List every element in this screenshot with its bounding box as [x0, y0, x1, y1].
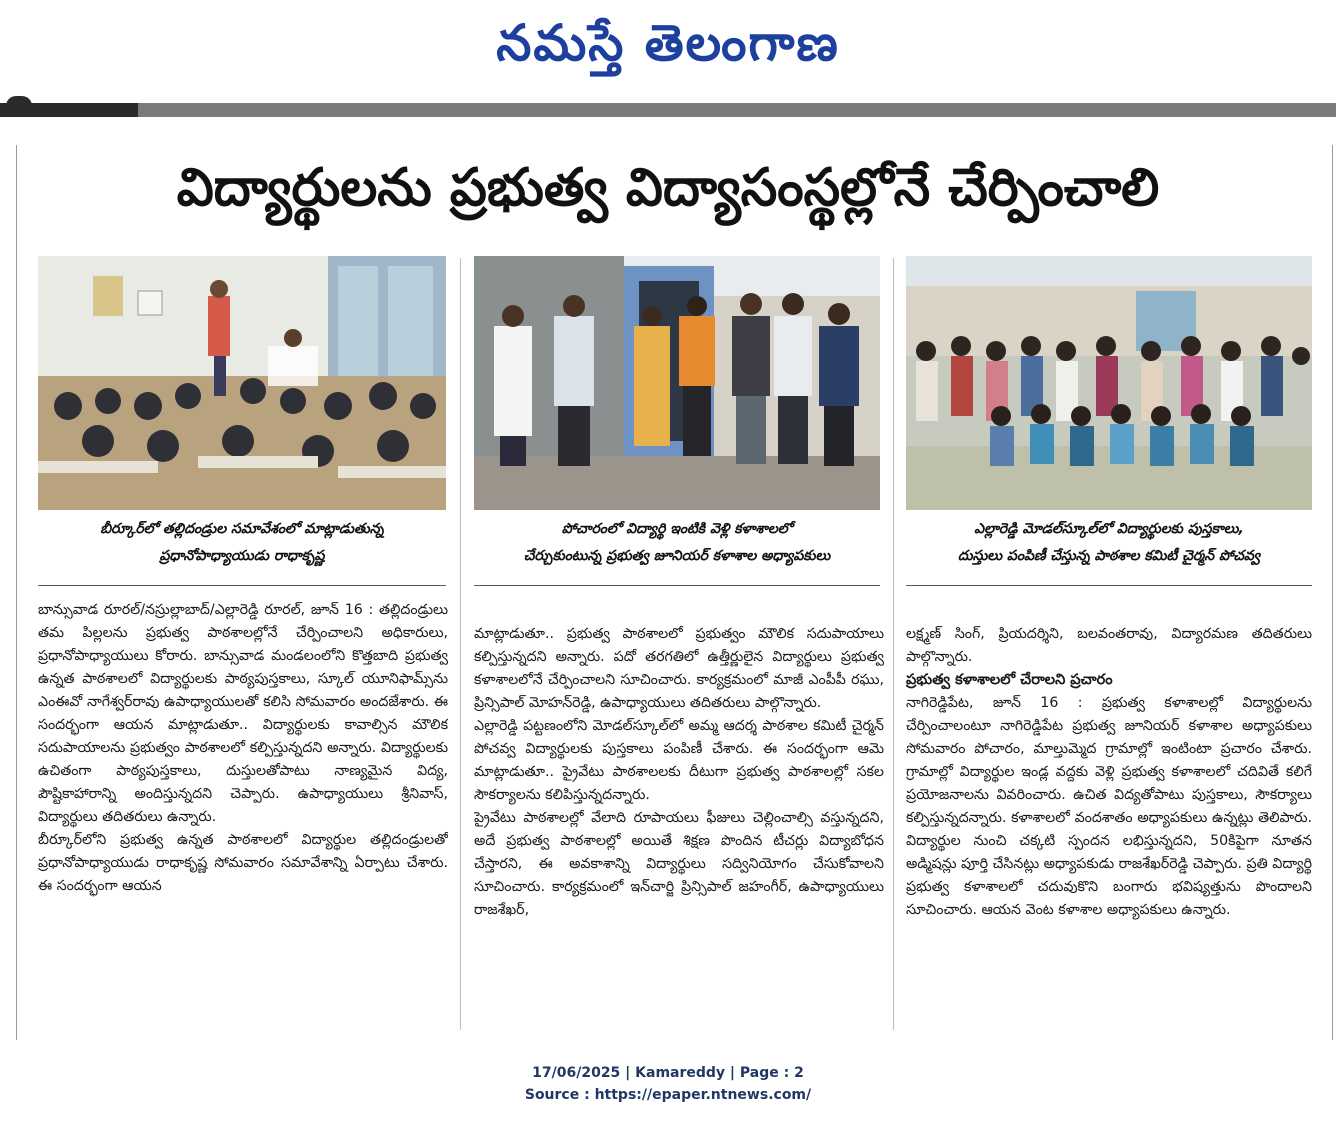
article-paragraph: లక్ష్మణ్ సింగ్, ప్రియదర్శిని, బలవంతరావు, విద్యారమణ తదితరులు పాల్గొన్నారు. — [906, 626, 1312, 665]
article-column-1 — [38, 599, 448, 1024]
article-headline: విద్యార్థులను ప్రభుత్వ విద్యాసంస్థల్లోనే చేర్పించాలి — [176, 158, 1160, 218]
photo-book-distribution — [906, 256, 1312, 510]
article-paragraph: మాట్లాడుతూ.. ప్రభుత్వ పాఠశాలలో ప్రభుత్వం మౌలిక సదుపాయాలు కల్పిస్తున్నదని అన్నారు. పదో తరగతిలో ఉత్తీర్ణులైన విద్యార్థులు ప్రభుత్వ కళాశాలలోనే చేర్పించాలని సూచించారు. కార్యక్రమంలో మాజీ ఎంపీపీ రఘు, ప్రిన్సిపాల్ మోహన్‌రెడ్డి, ఉపాధ్యాయులు తదితరులు పాల్గొన్నారు. — [474, 626, 884, 711]
masthead-rule-gray — [138, 103, 1336, 117]
masthead-rule-dark — [0, 103, 138, 117]
newspaper-masthead: నమస్తే తెలంగాణ — [496, 14, 840, 72]
article-paragraph: బీర్కూర్‌లోని ప్రభుత్వ ఉన్నత పాఠశాలలో విద్యార్థుల తల్లిదండ్రులతో ప్రధానోపాధ్యాయుడు రాధాకృష్ణ సోమవారం సమావేశాన్ని ఏర్పాటు చేశారు. ఈ సందర్భంగా ఆయన — [38, 832, 448, 894]
page-footer — [0, 1062, 1336, 1106]
caption-rule — [474, 585, 880, 586]
footer-source: Source : https://epaper.ntnews.com/ — [524, 1087, 812, 1103]
photo-caption-3 — [906, 516, 1312, 578]
caption-rule — [906, 585, 1312, 586]
caption-1-line-2: ప్రధానోపాధ్యాయుడు రాధాకృష్ణ — [159, 548, 325, 564]
article-paragraph: నాగిరెడ్డిపేట, జూన్ 16 : ప్రభుత్వ కళాశాలల్లో విద్యార్థులను చేర్పించాలంటూ నాగిరెడ్డిపేట ప్రభుత్వ జూనియర్ కళాశాల అధ్యాపకులు సోమవారం పోచారం, మాల్తుమ్మెద గ్రామాల్లో ఇంటింటా ప్రచారం చేశారు. గ్రామాల్లో విద్యార్థుల ఇండ్ల వద్దకు వెళ్లి ప్రభుత్వ కళాశాలలో చదివితే కలిగే ప్రయోజనాలను వివరించారు. ఉచిత విద్యతోపాటు పుస్తకాలు, సౌకర్యాలు కల్పిస్తున్నదన్నారు. కళాశాలలో వందశాతం అధ్యాపకులు ఉన్నట్లు తెలిపారు. విద్యార్థుల నుంచి చక్కటి స్పందన లభిస్తున్నదని, 50కిపైగా నూతన అడ్మిషన్లు పూర్తి చేసినట్లు అధ్యాపకుడు రాజశేఖర్‌రెడ్డి చెప్పారు. ప్రతి విద్యార్థి ప్రభుత్వ కళాశాలలో చదువుకొని బంగారు భవిష్యత్తును పొందాలని సూచించారు. ఆయన వెంట కళాశాల అధ్యాపకులు ఉన్నారు. — [906, 695, 1312, 918]
article-paragraph: బాన్సువాడ రూరల్/నస్రుల్లాబాద్/ఎల్లారెడ్డి రూరల్, జూన్ 16 : తల్లిదండ్రులు తమ పిల్లలను ప్రభుత్వ పాఠశాలల్లోనే చేర్పించాలని అధికారులు, ప్రధానోపాధ్యాయులు కోరారు. బాన్సువాడ మండలంలోని కొత్తబాది ప్రభుత్వ ఉన్నత పాఠశాలలో విద్యార్థులకు పాఠ్యపుస్తకాలు, స్కూల్ యూనిఫామ్స్‌ను ఎంఈవో నాగేశ్వర్‌రావు ఉపాధ్యాయులతో కలిసి సోమవారం అందజేశారు. ఈ సందర్భంగా ఆయన మాట్లాడుతూ.. విద్యార్థులకు కావాల్సిన మౌలిక సదుపాయాలను ప్రభుత్వం పాఠశాలలో కల్పిస్తున్నదని అన్నారు. విద్యార్థులకు ఉచితంగా పాఠ్యపుస్తకాలు, దుస్తులతోపాటు నాణ్యమైన విద్య, పౌష్టికాహారాన్ని అందిస్తున్నదని చెప్పారు. ఉపాధ్యాయులు శ్రీనివాస్, విద్యార్థులు తదితరులు ఉన్నారు. — [38, 602, 448, 825]
column-separator — [460, 258, 461, 1030]
photo-caption-2 — [474, 516, 880, 578]
caption-3-line-1: ఎల్లారెడ్డి మోడల్‌స్కూల్‌లో విద్యార్థులకు పుస్తకాలు, — [974, 521, 1244, 537]
article-column-2 — [474, 623, 884, 1024]
article-subheading: ప్రభుత్వ కళాశాలలో చేరాలని ప్రచారం — [906, 672, 1113, 688]
caption-rule — [38, 585, 446, 586]
column-separator — [893, 258, 894, 1030]
caption-2-line-1: పోచారంలో విద్యార్థి ఇంటికి వెళ్లి కళాశాలలో — [561, 521, 793, 537]
page-frame-left — [16, 145, 17, 1040]
caption-1-line-1: బీర్కూర్‌లో తల్లిదండ్రుల సమావేశంలో మాట్లాడుతున్న — [100, 521, 384, 537]
footer-date-edition: 17/06/2025 | Kamareddy | Page : 2 — [532, 1065, 804, 1081]
article-column-3 — [906, 623, 1312, 1024]
page-frame-right — [1332, 145, 1333, 1040]
caption-3-line-2: దుస్తులు పంపిణీ చేస్తున్న పాఠశాల కమిటీ చైర్మన్ పోచవ్వ — [957, 548, 1261, 564]
article-paragraph: ఎల్లారెడ్డి పట్టణంలోని మోడల్‌స్కూల్‌లో అమ్మ ఆదర్శ పాఠశాల కమిటీ చైర్మన్ పోచవ్వ విద్యార్థులకు పుస్తకాలు పంపిణీ చేశారు. ఈ సందర్భంగా ఆమె మాట్లాడుతూ.. ప్రైవేటు పాఠశాలలకు దీటుగా ప్రభుత్వ పాఠశాలల్లో సకల సౌకర్యాలను కలిపిస్తున్నదన్నారు. — [474, 718, 884, 803]
photo-classroom-meeting — [38, 256, 446, 510]
article-paragraph: ప్రైవేటు పాఠశాలల్లో వేలాది రూపాయలు ఫీజులు చెల్లించాల్సి వస్తున్నదని, అదే ప్రభుత్వ పాఠశాలల్లో అయితే శిక్షణ పొందిన టీచర్లు విద్యాబోధన చేస్తారని, ఈ అవకాశాన్ని విద్యార్థులు సద్వినియోగం చేసుకోవాలని సూచించారు. కార్యక్రమంలో ఇన్‌చార్జి ప్రిన్సిపాల్ జహంగీర్, ఉపాధ్యాయులు రాజశేఖర్, — [474, 810, 884, 918]
photo-caption-1 — [38, 516, 446, 578]
caption-2-line-2: చేర్చుకుంటున్న ప్రభుత్వ జూనియర్ కళాశాల అధ్యాపకులు — [523, 548, 831, 564]
photo-house-visit — [474, 256, 880, 510]
